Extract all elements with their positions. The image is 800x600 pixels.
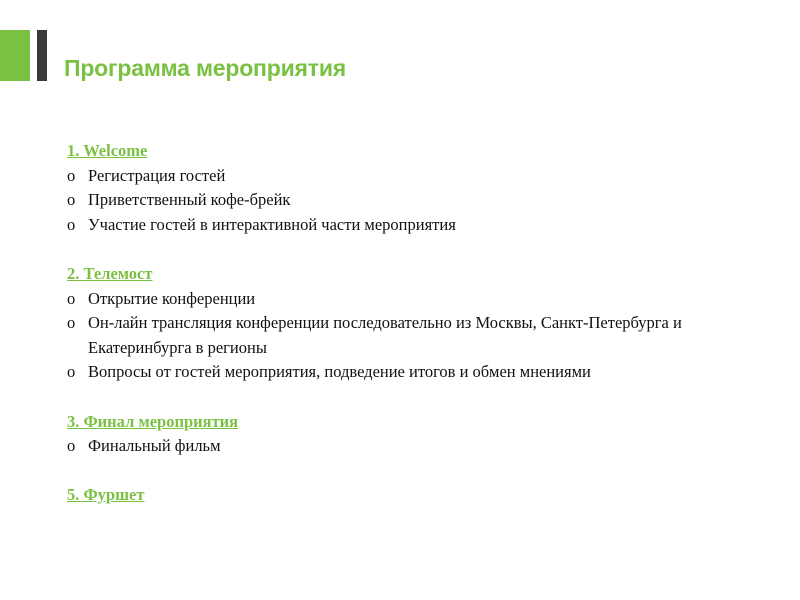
bullet-marker: o	[67, 190, 76, 210]
bullet-marker: o	[67, 436, 76, 456]
section-final	[67, 410, 747, 459]
bullet-marker: o	[67, 214, 76, 234]
list-item	[67, 311, 747, 360]
green-accent-block	[0, 30, 30, 81]
section-heading: 5. Фуршет	[67, 485, 145, 505]
section-heading: 1. Welcome	[67, 141, 148, 160]
list-item-text: Открытие конференции	[88, 288, 256, 308]
program-content	[67, 139, 747, 533]
section-welcome	[67, 139, 747, 237]
list-item	[67, 360, 747, 385]
list-item-text: Регистрация гостей	[88, 165, 226, 185]
section-telemost	[67, 262, 747, 385]
dark-accent-bar	[37, 30, 47, 81]
list-item	[67, 164, 747, 189]
bullet-marker: o	[67, 313, 76, 333]
list-item-text: Приветственный кофе-брейк	[88, 190, 291, 210]
list-item	[67, 188, 747, 213]
section-heading: 2. Телемост	[67, 263, 153, 283]
page-title: Программа мероприятия	[64, 55, 346, 81]
list-item-text: Вопросы от гостей мероприятия, подведение итогов и обмен мнениями	[88, 362, 591, 382]
list-item	[67, 213, 747, 238]
bullet-marker: o	[67, 362, 76, 382]
list-item-text: Он-лайн трансляция конференции последовательно из Москвы, Санкт-Петербурга и Екатеринбурга в регионы	[88, 313, 682, 357]
bullet-marker: o	[67, 288, 76, 308]
bullet-marker: o	[67, 165, 76, 185]
section-furshet	[67, 483, 747, 508]
list-item-text: Участие гостей в интерактивной части мероприятия	[88, 214, 456, 234]
list-item-text: Финальный фильм	[88, 436, 221, 456]
list-item	[67, 287, 747, 312]
list-item	[67, 434, 747, 459]
section-heading: 3. Финал мероприятия	[67, 411, 239, 431]
